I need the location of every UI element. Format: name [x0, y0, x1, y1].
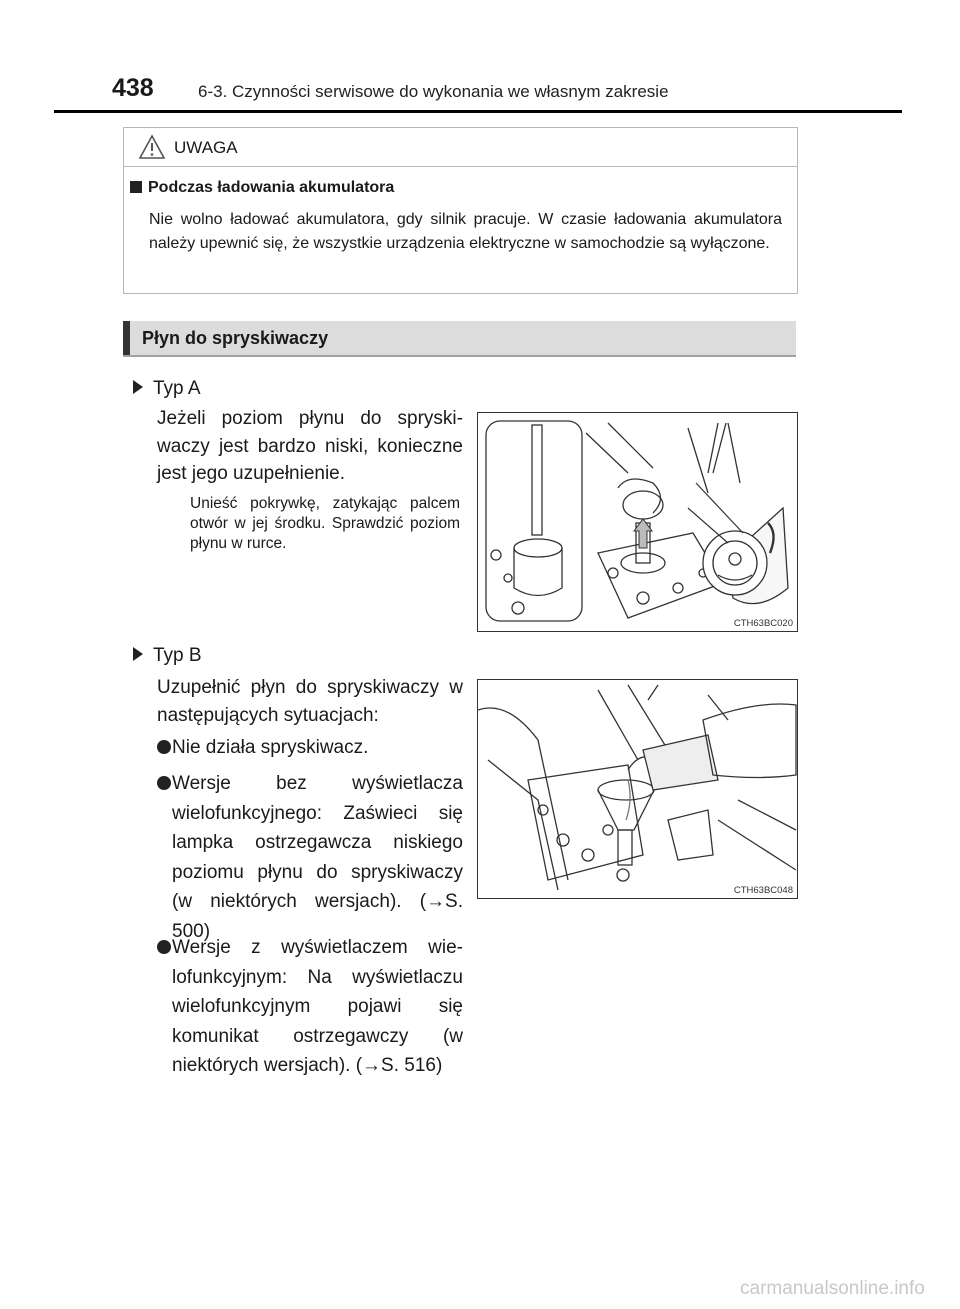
chapter-title: 6-3. Czynności serwisowe do wykonania we własnym zakresie — [198, 82, 669, 101]
bullet-icon — [157, 940, 171, 954]
bullet-item: Wersje bez wyświetlacza wielofunkcyjnego: Zaświeci się lampka ostrzegawcza niskiego poziomu płynu do spryskiwaczy (w niektórych wersjach). (→S. 500) — [172, 773, 463, 942]
section-marker — [123, 321, 130, 355]
washer-reservoir-illustration — [478, 413, 797, 631]
type-a-intro: Jeżeli poziom płynu do spryskiwaczy jest bardzo niski, konieczne jest jego uzupełnienie. — [157, 408, 463, 484]
square-bullet-icon — [130, 181, 142, 193]
warning-label: UWAGA — [174, 138, 238, 157]
header-rule — [54, 110, 902, 113]
figure-code: CTH63BC048 — [733, 885, 793, 896]
bullet-icon — [157, 776, 171, 790]
warning-text: Nie wolno ładować akumulatora, gdy silnik pracuje. W czasie ładowania akumulatora należy upewnić się, że wszystkie urządzenia elektryczne w samochodzie są wyłączone. — [149, 211, 782, 252]
page-number: 438 — [112, 74, 154, 102]
bullet-item: Wersje z wyświetlaczem wielofunkcyjnym: Na wyświetlaczu wielofunkcyjnym pojawi się komunikat ostrzegawczy (w niektórych wersjach). (→S. 516) — [172, 937, 463, 1076]
figure-type-b — [477, 679, 798, 899]
warning-subheading: Podczas ładowania akumulatora — [130, 179, 394, 197]
bullet-icon — [157, 740, 171, 754]
warning-box — [123, 127, 798, 294]
type-a-instruction: Unieść pokrywkę, zatykając palcem otwór w jej środku. Sprawdzić poziom płynu w rurce. — [190, 495, 460, 552]
section-title: Płyn do spryskiwaczy — [142, 328, 329, 348]
figure-type-a — [477, 412, 798, 632]
watermark: carmanualsonline.info — [740, 1278, 925, 1299]
type-b-heading: Typ B — [133, 645, 202, 667]
type-a-heading: Typ A — [133, 378, 201, 400]
warning-triangle-icon — [138, 134, 166, 160]
bullet-item: Nie działa spryskiwacz. — [172, 737, 369, 758]
section-header — [123, 321, 796, 357]
type-b-intro: Uzupełnić płyn do spryskiwaczy w następujących sytuacjach: — [157, 677, 463, 726]
figure-code: CTH63BC020 — [733, 618, 793, 629]
refill-funnel-illustration — [478, 680, 797, 898]
arrow-right-icon — [133, 380, 143, 394]
arrow-right-icon — [133, 647, 143, 661]
warning-header — [124, 128, 797, 167]
